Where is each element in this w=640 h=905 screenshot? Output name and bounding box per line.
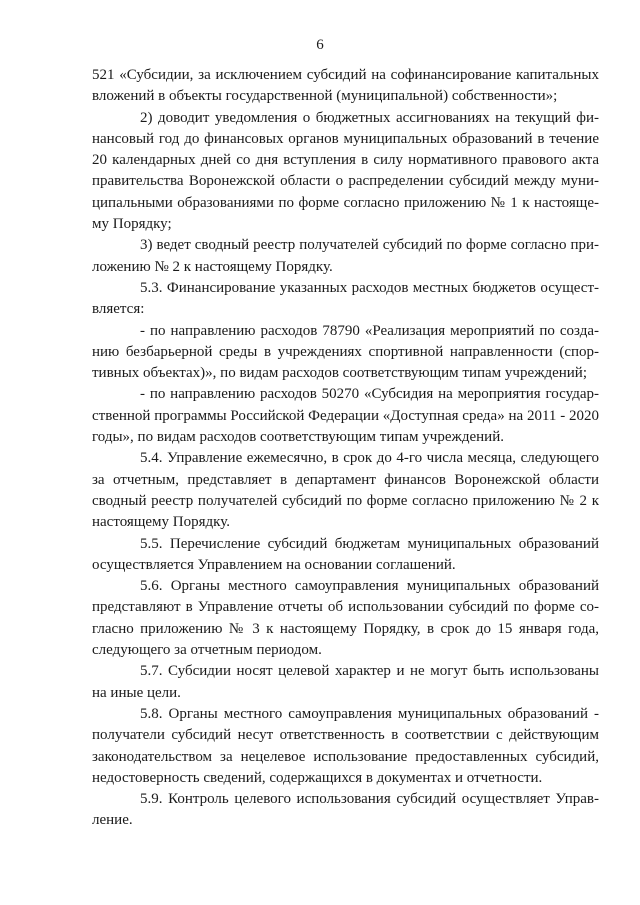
paragraph-subsidy-code-continuation: 521 «Субсидии, за исключением субсидий на софинансирование капитальных вложений в объекты государственной (муниципальной) собственности»; xyxy=(92,67,599,105)
paragraph-5-3-financing: 5.3. Финансирование указанных расходов местных бюджетов осуществляется: xyxy=(92,279,599,318)
paragraph-item-2-notifications: 2) доводит уведомления о бюджетных ассигнованиях на текущий финансовый год до финансовых органов муниципальных образований в течение 20 календарных дней со дня вступления в силу нормативного правового акта правительства Воронежской области о распределении субсидий между муниципальными образованиями по форме согласно приложению № 1 к настоящему Порядку; xyxy=(92,109,599,233)
page-number: 6 xyxy=(316,37,324,53)
document-body xyxy=(92,65,599,832)
paragraph-5-4-monthly-report: 5.4. Управление ежемесячно, в срок до 4-го числа месяца, следующего за отчетным, представляет в департамент финансов Воронежской области сводный реестр получателей субсидий по форме согласно приложению № 2 к настоящему Порядку. xyxy=(92,450,599,531)
paragraph-direction-78790: - по направлению расходов 78790 «Реализация мероприятий по созданию безбарьерной среды в учреждениях спортивной направленности (спортивных объектах)», по видам расходов соответствующим типам учреждений; xyxy=(92,322,599,382)
paragraph-5-7-target-nature: 5.7. Субсидии носят целевой характер и не могут быть использованы на иные цели. xyxy=(92,663,599,701)
paragraph-5-5-transfer: 5.5. Перечисление субсидий бюджетам муниципальных образований осуществляется Управлением на основании соглашений. xyxy=(92,535,599,573)
paragraph-5-9-control: 5.9. Контроль целевого использования субсидий осуществляет Управление. xyxy=(92,791,599,829)
paragraph-5-8-responsibility: 5.8. Органы местного самоуправления муниципальных образований - получатели субсидий несут ответственность в соответствии с действующим законодательством за нецелевое использование предоставленных субсидий, недостоверность сведений, содержащихся в документах и отчетности. xyxy=(92,705,599,786)
paragraph-5-6-reports: 5.6. Органы местного самоуправления муниципальных образований представляют в Управление отчеты об использовании субсидий по форме согласно приложению № 3 к настоящему Порядку, в срок до 15 января года, следующего за отчетным периодом. xyxy=(92,578,599,659)
paragraph-direction-50270: - по направлению расходов 50270 «Субсидия на мероприятия государственной программы Российской Федерации «Доступная среда» на 2011 - 2020 годы», по видам расходов соответствующим типам учреждений. xyxy=(92,386,599,446)
paragraph-item-3-registry: 3) ведет сводный реестр получателей субсидий по форме согласно приложению № 2 к настоящему Порядку. xyxy=(92,237,599,275)
